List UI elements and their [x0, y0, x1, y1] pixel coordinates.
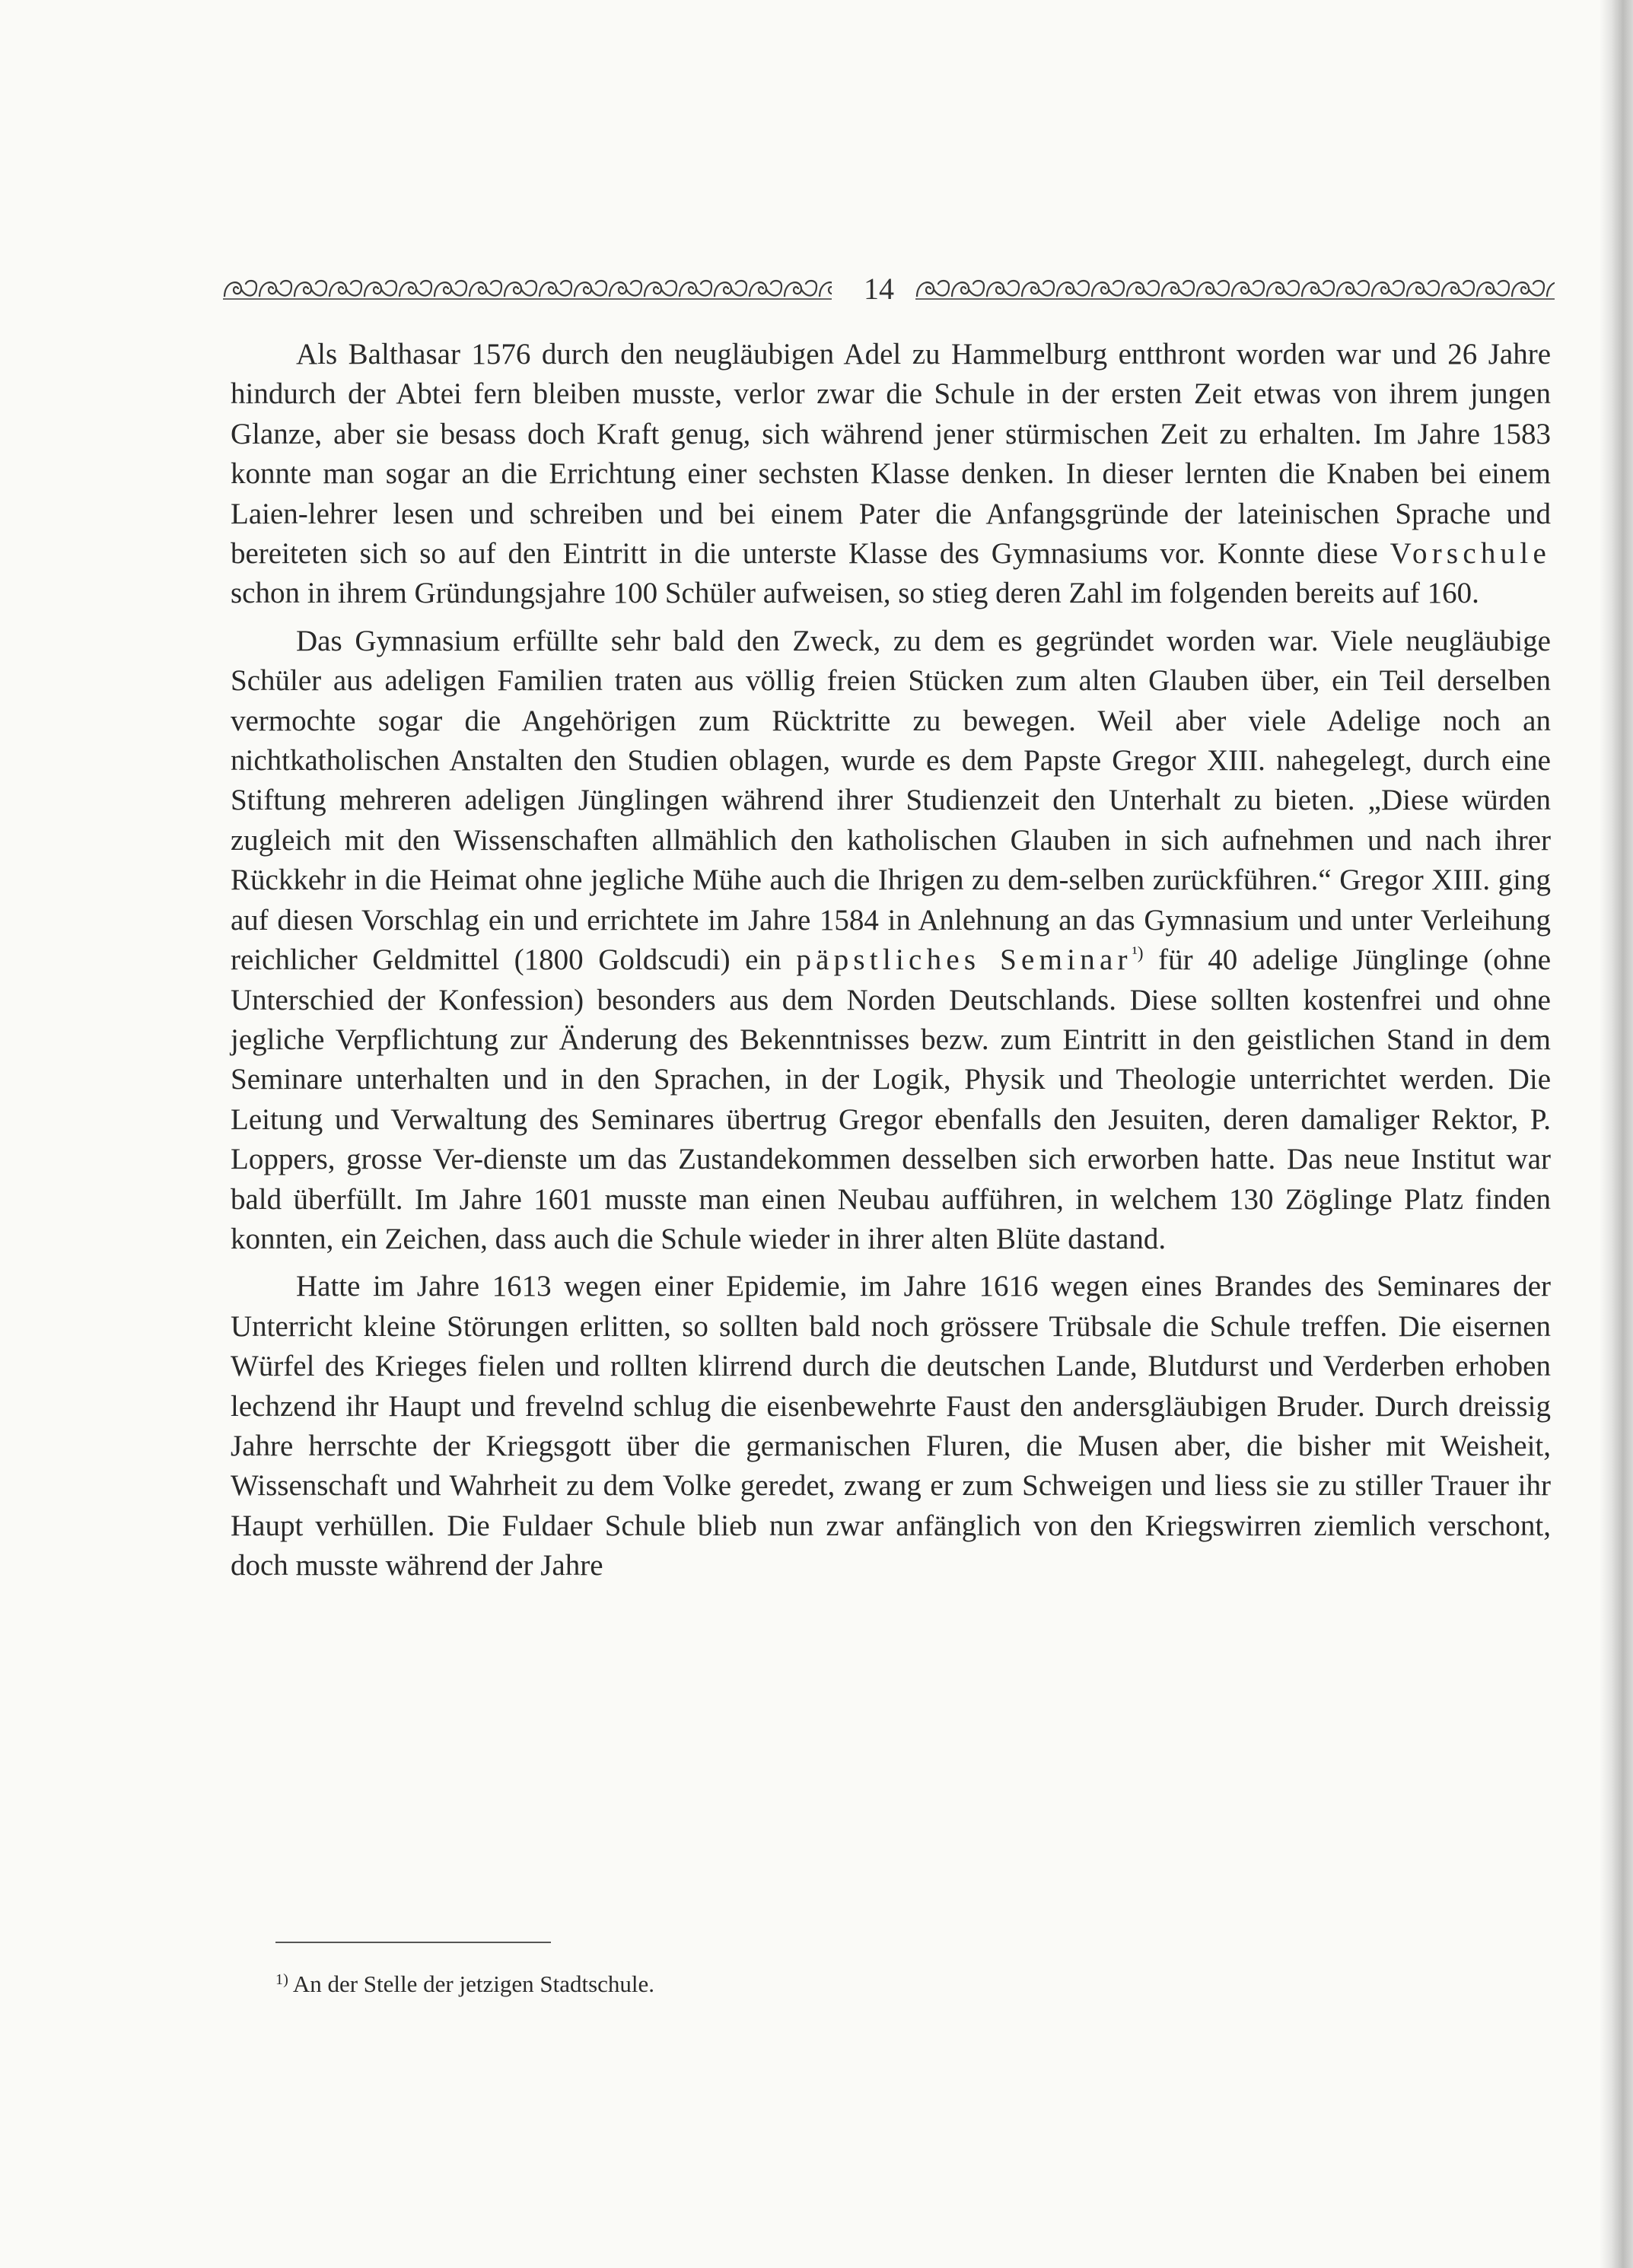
footnote-text: An der Stelle der jetzigen Stadtschule. [292, 1971, 655, 1997]
page-header [223, 266, 1555, 312]
paragraph [231, 622, 1551, 1260]
decorative-border-right [915, 275, 1555, 301]
footnote-marker: 1) [275, 1971, 288, 1988]
footnote [275, 1969, 1341, 1999]
text-segment: Hatte im Jahre 1613 wegen einer Epidemie, im Jahre 1616 wegen eines Brandes des Seminares der Unterricht kleine Störungen erlitten, so sollten bald noch grössere Trübsale die Schule treffen. Die eisernen Würfel des Krieges fielen und rollten klirrend durch die deutschen Lande, Blutdurst und Verderben erhoben lechzend ihr Haupt und frevelnd schlug die eisenbewehrte Faust den andersgläubigen Bruder. Durch dreissig Jahre herrschte der Kriegsgott über die germanischen Fluren, die Musen aber, die bisher mit Weisheit, Wissenschaft und Wahrheit zu dem Volke geredet, zwang er zum Schweigen und liess sie zu stiller Trauer ihr Haupt verhüllen. Die Fuldaer Schule blieb nun zwar anfänglich von den Kriegswirren ziemlich verschont, doch musste während der Jahre [231, 1270, 1551, 1583]
emphasized-text: Vorschule [1389, 537, 1551, 571]
body-text [231, 335, 1551, 1586]
decorative-border-left [223, 275, 832, 301]
text-segment: für 40 adelige Jünglinge (ohne Unterschied der Konfession) besonders aus dem Norden Deutschlands. Diese sollten kostenfrei und ohne jegliche Verpflichtung zur Änderung des Bekenntnisses bezw. zum Eintritt in den geistlichen Stand in dem Seminare unterhalten und in den Sprachen, in der Logik, Physik und Theologie unterrichtet werden. Die Leitung und Verwaltung des Seminares übertrug Gregor ebenfalls den Jesuiten, deren damaliger Rektor, P. Loppers, grosse Ver-dienste um das Zustandekommen desselben sich erworben hatte. Das neue Institut war bald überfüllt. Im Jahre 1601 musste man einen Neubau aufführen, in welchem 130 Zöglinge Platz finden konnten, ein Zeichen, dass auch die Schule wieder in ihrer alten Blüte dastand. [231, 943, 1551, 1255]
page-number: 14 [864, 272, 894, 306]
page-edge-shadow [1600, 0, 1633, 2268]
footnote-rule [275, 1942, 551, 1943]
text-segment: schon in ihrem Gründungsjahre 100 Schüler aufweisen, so stieg deren Zahl im folgenden bereits auf 160. [231, 577, 1479, 610]
text-segment: Als Balthasar 1576 durch den neugläubigen Adel zu Hammelburg entthront worden war und 26 Jahre hindurch der Abtei fern bleiben musste, verlor zwar die Schule in der ersten Zeit etwas von ihrem jungen Glanze, aber sie besass doch Kraft genug, sich während jener stürmischen Zeit zu erhalten. Im Jahre 1583 konnte man sogar an die Errichtung einer sechsten Klasse denken. In dieser lernten die Knaben bei einem Laien-lehrer lesen und schreiben und bei einem Pater die Anfangsgründe der lateinischen Sprache und bereiteten sich so auf den Eintritt in die unterste Klasse des Gymnasiums vor. Konnte diese [231, 338, 1551, 571]
emphasized-text: päpstliches Seminar [796, 943, 1132, 977]
footnote-reference: ¹) [1132, 943, 1144, 964]
text-segment: Das Gymnasium erfüllte sehr bald den Zweck, zu dem es gegründet worden war. Viele neugläubige Schüler aus adeligen Familien traten aus völlig freien Stücken zum alten Glauben über, ein Teil derselben vermochte sogar die Angehörigen zum Rücktritte zu bewegen. Weil aber viele Adelige noch an nichtkatholischen Anstalten den Studien oblagen, wurde es dem Papste Gregor XIII. nahegelegt, durch eine Stiftung mehreren adeligen Jünglingen während ihrer Studienzeit den Unterhalt zu bieten. „Diese würden zugleich mit den Wissenschaften allmählich den katholischen Glauben in sich aufnehmen und nach ihrer Rückkehr in die Heimat ohne jegliche Mühe auch die Ihrigen zu dem-selben zurückführen.“ Gregor XIII. ging auf diesen Vorschlag ein und errichtete im Jahre 1584 in Anlehnung an das Gymnasium und unter Verleihung reichlicher Geldmittel (1800 Goldscudi) ein [231, 624, 1551, 977]
paragraph [231, 1267, 1551, 1586]
paragraph [231, 335, 1551, 614]
